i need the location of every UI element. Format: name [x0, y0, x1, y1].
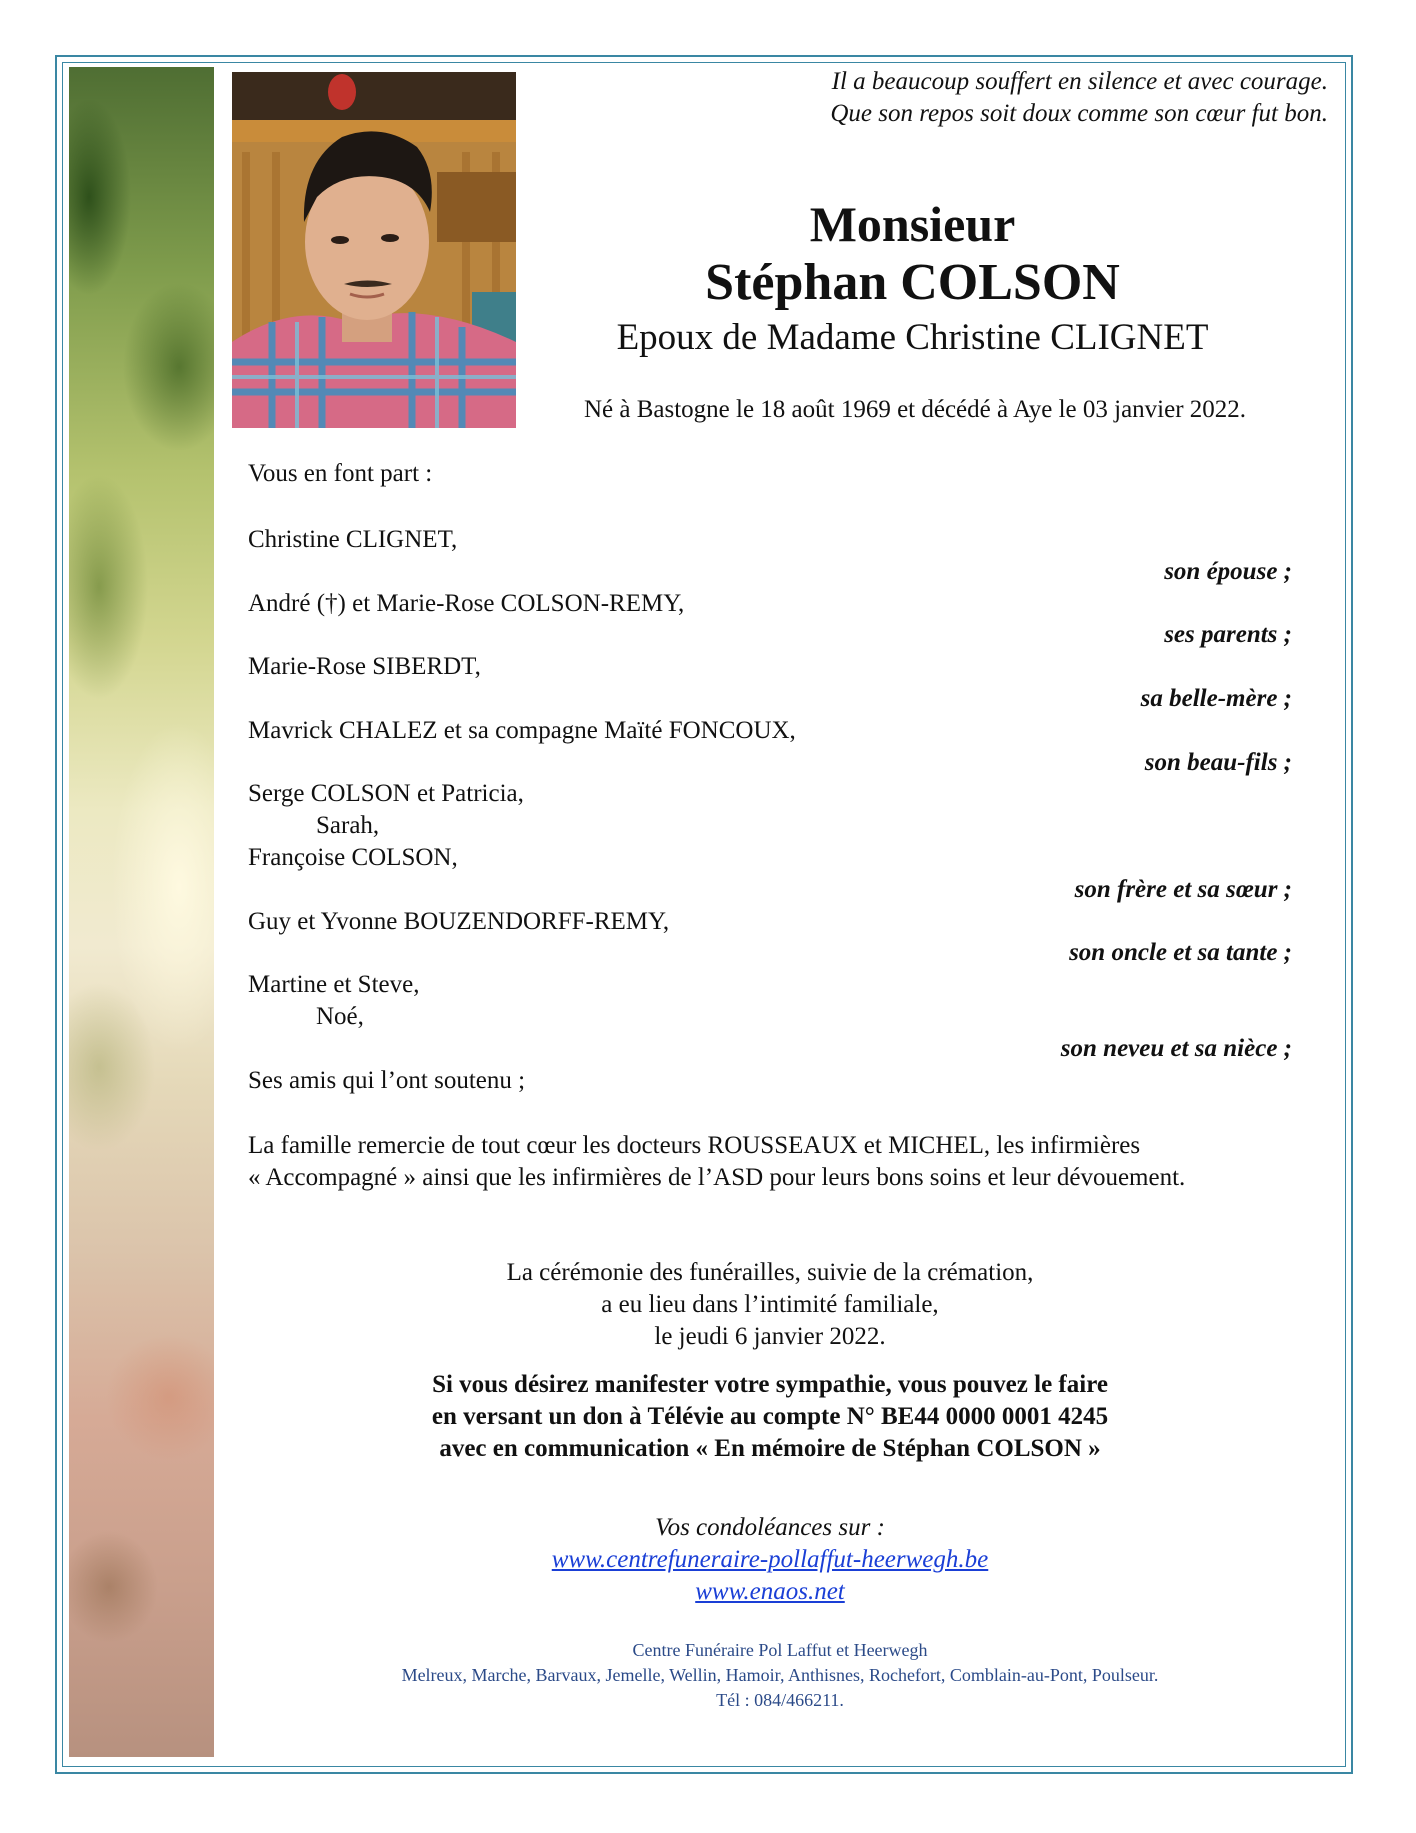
- quote-line-2: Que son repos soit doux comme son cœur fut bon.: [830, 100, 1328, 127]
- family-member: Sarah,: [316, 812, 380, 840]
- family-member: Mavrick CHALEZ et sa compagne Maïté FONCOUX,: [248, 716, 796, 744]
- footer-locations: Melreux, Marche, Barvaux, Jemelle, Wellin, Hamoir, Anthisnes, Rochefort, Comblain-au-Pont, Poulseur.: [401, 1665, 1159, 1685]
- donation-line-3: avec en communication « En mémoire de Stéphan COLSON »: [439, 1435, 1101, 1462]
- forest-path-image: [69, 67, 214, 1757]
- deceased-spouse: Epoux de Madame Christine CLIGNET: [616, 317, 1209, 358]
- family-member: Ses amis qui l’ont soutenu ;: [248, 1066, 526, 1094]
- ceremony-line-2: a eu lieu dans l’intimité familiale,: [601, 1291, 939, 1318]
- funeral-home-footer: [260, 1638, 1300, 1713]
- donation-paragraph: [330, 1369, 1210, 1465]
- epitaph-quote: [688, 66, 1328, 130]
- announce-heading: Vous en font part :: [248, 460, 433, 487]
- family-role: son neveu et sa nièce ;: [1060, 1034, 1292, 1062]
- family-role: son épouse ;: [1164, 557, 1292, 585]
- portrait-photo: [232, 72, 516, 428]
- family-member: Marie-Rose SIBERDT,: [248, 653, 481, 681]
- quote-line-1: Il a beaucoup souffert en silence et avec courage.: [831, 68, 1328, 95]
- portrait-illustration: [232, 72, 516, 428]
- family-member: Guy et Yvonne BOUZENDORFF-REMY,: [248, 907, 670, 935]
- thanks-paragraph: [248, 1130, 1308, 1194]
- thanks-line-2: « Accompagné » ainsi que les infirmières de l’ASD pour leurs bons soins et leur dévouement.: [248, 1164, 1186, 1191]
- family-list: [248, 524, 1292, 1096]
- family-member: Serge COLSON et Patricia,: [248, 780, 524, 808]
- family-member: Christine CLIGNET,: [248, 526, 458, 553]
- family-role: son frère et sa sœur ;: [1074, 875, 1292, 903]
- donation-line-1: Si vous désirez manifester votre sympathie, vous pouvez le faire: [432, 1371, 1108, 1398]
- deceased-header: [540, 195, 1285, 361]
- family-member: André (†) et Marie-Rose COLSON-REMY,: [248, 589, 685, 617]
- ceremony-line-3: le jeudi 6 janvier 2022.: [654, 1323, 886, 1350]
- deceased-name: Stéphan COLSON: [705, 254, 1120, 311]
- family-role: son beau-fils ;: [1144, 748, 1292, 776]
- thanks-line-1: La famille remercie de tout cœur les docteurs ROUSSEAUX et MICHEL, les infirmières: [248, 1132, 1141, 1159]
- family-member: Françoise COLSON,: [248, 843, 458, 871]
- birth-death-line: Né à Bastogne le 18 août 1969 et décédé à Aye le 03 janvier 2022.: [583, 396, 1247, 423]
- funeral-center-link[interactable]: www.centrefuneraire-pollaffut-heerwegh.be: [551, 1546, 989, 1573]
- family-role: son oncle et sa tante ;: [1069, 939, 1292, 967]
- condolences-label: Vos condoléances sur :: [655, 1514, 885, 1541]
- family-role: sa belle-mère ;: [1140, 684, 1292, 712]
- condolences-block: [340, 1512, 1200, 1608]
- donation-line-2: en versant un don à Télévie au compte N° BE44 0000 0001 4245: [431, 1403, 1109, 1430]
- footer-phone: Tél : 084/466211.: [716, 1690, 844, 1710]
- family-member: Martine et Steve,: [248, 971, 420, 999]
- enaos-link[interactable]: www.enaos.net: [695, 1578, 845, 1605]
- family-role: ses parents ;: [1164, 621, 1292, 649]
- footer-name: Centre Funéraire Pol Laffut et Heerwegh: [632, 1640, 928, 1660]
- ceremony-paragraph: [340, 1257, 1200, 1353]
- family-member: Noé,: [316, 1002, 364, 1030]
- ceremony-line-1: La cérémonie des funérailles, suivie de la crémation,: [506, 1259, 1034, 1286]
- deceased-title: Monsieur: [809, 196, 1016, 252]
